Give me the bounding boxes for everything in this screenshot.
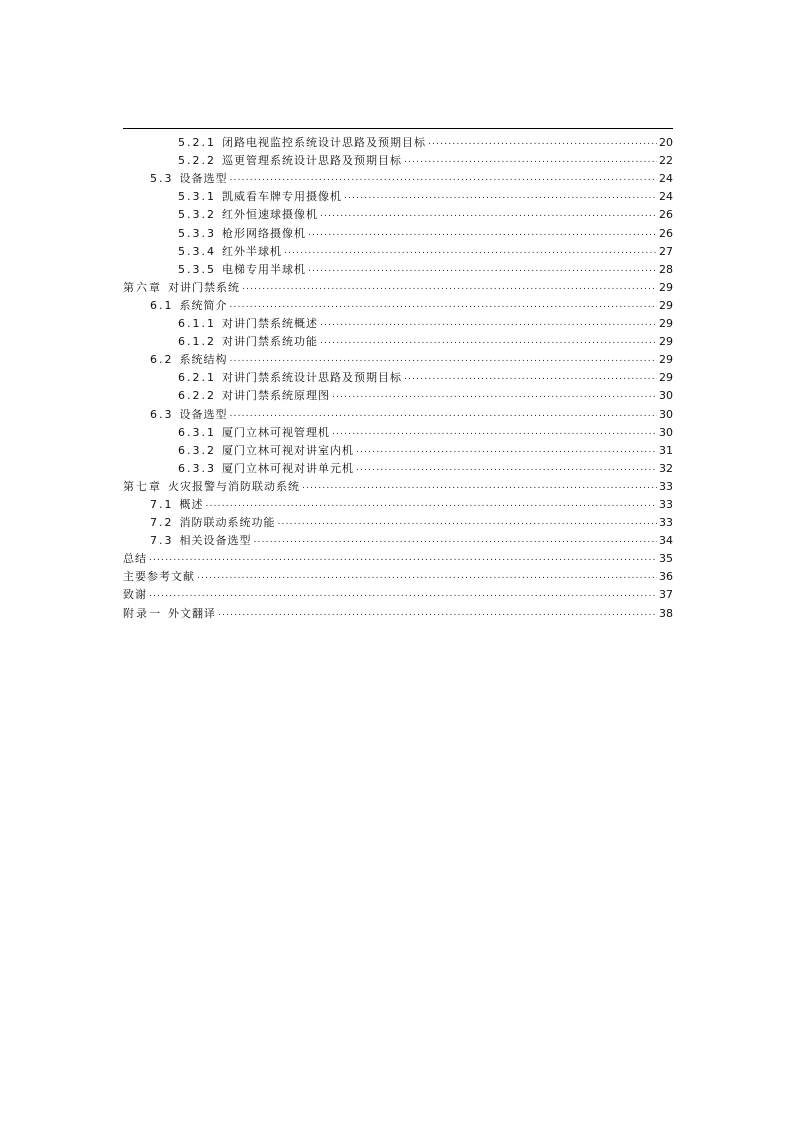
toc-entry-number: 6.2 bbox=[150, 353, 174, 367]
dot-leader bbox=[197, 570, 657, 583]
toc-entry-page: 29 bbox=[659, 353, 673, 367]
toc-entry-title: 巡更管理系统设计思路及预期目标 bbox=[222, 154, 402, 168]
toc-entry[interactable] bbox=[123, 203, 673, 221]
toc-entry-page: 24 bbox=[659, 190, 673, 204]
toc-entry-number: 6.3.3 bbox=[178, 461, 216, 475]
dot-leader bbox=[149, 552, 657, 565]
toc-entry-number: 6.3.2 bbox=[178, 443, 216, 457]
toc-entry-title: 厦门立林可视对讲室内机 bbox=[222, 443, 354, 457]
toc-entry-page: 30 bbox=[659, 389, 673, 403]
toc-entry[interactable] bbox=[123, 402, 673, 420]
dot-leader bbox=[332, 389, 657, 402]
toc-entry-title: 对讲门禁系统原理图 bbox=[222, 389, 330, 403]
toc-entry-page: 29 bbox=[659, 317, 673, 331]
toc-entry-page: 22 bbox=[659, 154, 673, 168]
toc-entry-title: 设备选型 bbox=[179, 172, 228, 186]
dot-leader bbox=[356, 462, 657, 475]
toc-entry-number: 6.1 bbox=[150, 298, 174, 312]
toc-entry[interactable] bbox=[123, 185, 673, 203]
toc-entry-number: 7.1 bbox=[150, 497, 174, 511]
dot-leader bbox=[242, 281, 657, 294]
toc-entry-number: 5.2.1 bbox=[178, 136, 216, 150]
dot-leader bbox=[308, 227, 657, 240]
toc-entry-number: 6.1.2 bbox=[178, 335, 216, 349]
dot-leader bbox=[230, 353, 658, 366]
toc-entry[interactable] bbox=[123, 276, 673, 294]
toc-entry-page: 29 bbox=[659, 280, 673, 294]
toc-entry-title: 对讲门禁系统 bbox=[168, 280, 240, 294]
toc-entry-page: 29 bbox=[659, 335, 673, 349]
dot-leader bbox=[356, 444, 657, 457]
toc-entry-title: 致谢 bbox=[123, 588, 147, 602]
toc-entry-page: 26 bbox=[659, 208, 673, 222]
dot-leader bbox=[230, 408, 658, 421]
toc-entry[interactable] bbox=[123, 240, 673, 258]
toc-entry[interactable] bbox=[123, 529, 673, 547]
toc-entry[interactable] bbox=[123, 167, 673, 185]
toc-entry[interactable] bbox=[123, 221, 673, 239]
toc-entry[interactable] bbox=[123, 475, 673, 493]
toc-entry-number: 5.3.1 bbox=[178, 190, 216, 204]
toc-entry-number: 5.3.5 bbox=[178, 262, 216, 276]
toc-entry[interactable] bbox=[123, 384, 673, 402]
toc-entry-page: 33 bbox=[659, 516, 673, 530]
dot-leader bbox=[230, 299, 658, 312]
toc-entry-title: 总结 bbox=[123, 552, 147, 566]
toc-entry-title: 对讲门禁系统功能 bbox=[222, 335, 318, 349]
toc-entry[interactable] bbox=[123, 149, 673, 167]
dot-leader bbox=[230, 172, 658, 185]
toc-entry-page: 30 bbox=[659, 425, 673, 439]
toc-entry[interactable] bbox=[123, 439, 673, 457]
dot-leader bbox=[218, 607, 657, 620]
toc-entry-number: 6.3 bbox=[150, 407, 174, 421]
toc-entry-title: 相关设备选型 bbox=[179, 534, 252, 548]
toc-entry[interactable] bbox=[123, 457, 673, 475]
toc-entry-title: 对讲门禁系统设计思路及预期目标 bbox=[222, 371, 402, 385]
toc-entry-title: 系统简介 bbox=[179, 298, 228, 312]
toc-entry-page: 32 bbox=[659, 461, 673, 475]
dot-leader bbox=[428, 136, 657, 149]
toc-entry-page: 33 bbox=[659, 479, 673, 493]
toc-entry[interactable] bbox=[123, 421, 673, 439]
toc-entry-number: 5.3.3 bbox=[178, 226, 216, 240]
toc-entry-title: 外文翻译 bbox=[168, 606, 216, 620]
dot-leader bbox=[302, 480, 657, 493]
toc-entry-page: 29 bbox=[659, 371, 673, 385]
toc-entry-title: 厦门立林可视管理机 bbox=[222, 425, 330, 439]
toc-entry-title: 火灾报警与消防联动系统 bbox=[168, 479, 300, 493]
toc-entry-title: 电梯专用半球机 bbox=[222, 262, 306, 276]
dot-leader bbox=[206, 498, 658, 511]
toc-entry-number: 5.2.2 bbox=[178, 154, 216, 168]
dot-leader bbox=[344, 190, 657, 203]
toc-entry-number: 6.1.1 bbox=[178, 317, 216, 331]
toc-entry[interactable] bbox=[123, 583, 673, 601]
toc-entry-number: 5.3.4 bbox=[178, 244, 216, 258]
dot-leader bbox=[149, 588, 657, 601]
toc-entry[interactable] bbox=[123, 131, 673, 149]
toc-entry[interactable] bbox=[123, 330, 673, 348]
toc-entry-number: 5.3 bbox=[150, 172, 174, 186]
toc-entry-title: 系统结构 bbox=[179, 353, 228, 367]
toc-entry-page: 24 bbox=[659, 172, 673, 186]
toc-entry[interactable] bbox=[123, 258, 673, 276]
dot-leader bbox=[320, 317, 657, 330]
dot-leader bbox=[332, 426, 657, 439]
dot-leader bbox=[404, 154, 657, 167]
toc-entry-page: 37 bbox=[659, 588, 673, 602]
dot-leader bbox=[320, 208, 657, 221]
toc-entry-number: 第六章 bbox=[123, 280, 162, 294]
toc-entry-title: 凯威看车牌专用摄像机 bbox=[222, 190, 342, 204]
toc-entry[interactable] bbox=[123, 547, 673, 565]
toc-entry[interactable] bbox=[123, 493, 673, 511]
toc-entry[interactable] bbox=[123, 366, 673, 384]
toc-entry-page: 34 bbox=[659, 534, 673, 548]
toc-entry-title: 消防联动系统功能 bbox=[179, 516, 276, 530]
dot-leader bbox=[278, 516, 658, 529]
toc-entry[interactable] bbox=[123, 601, 673, 619]
toc-entry-number: 7.3 bbox=[150, 534, 174, 548]
toc-entry-title: 红外恒速球摄像机 bbox=[222, 208, 318, 222]
toc-entry-number: 6.2.1 bbox=[178, 371, 216, 385]
toc-entry-title: 厦门立林可视对讲单元机 bbox=[222, 461, 354, 475]
toc-entry-page: 31 bbox=[659, 443, 673, 457]
toc-entry-title: 设备选型 bbox=[179, 407, 228, 421]
dot-leader bbox=[254, 534, 658, 547]
toc-entry-title: 枪形网络摄像机 bbox=[222, 226, 306, 240]
header-rule bbox=[123, 128, 673, 129]
dot-leader bbox=[320, 335, 657, 348]
toc-entry-number: 6.2.2 bbox=[178, 389, 216, 403]
toc-entry-number: 7.2 bbox=[150, 516, 174, 530]
dot-leader bbox=[284, 245, 657, 258]
toc-entry-title: 闭路电视监控系统设计思路及预期目标 bbox=[222, 136, 426, 150]
toc-entry-page: 26 bbox=[659, 226, 673, 240]
dot-leader bbox=[404, 371, 657, 384]
dot-leader bbox=[308, 263, 657, 276]
toc-entry-page: 28 bbox=[659, 262, 673, 276]
toc-entry[interactable] bbox=[123, 312, 673, 330]
toc-entry[interactable] bbox=[123, 565, 673, 583]
table-of-contents bbox=[123, 131, 673, 620]
toc-entry-page: 36 bbox=[659, 570, 673, 584]
toc-entry-title: 对讲门禁系统概述 bbox=[222, 317, 318, 331]
toc-entry-title: 红外半球机 bbox=[222, 244, 282, 258]
toc-entry-page: 27 bbox=[659, 244, 673, 258]
toc-entry[interactable] bbox=[123, 294, 673, 312]
toc-entry-page: 35 bbox=[659, 552, 673, 566]
toc-entry-page: 20 bbox=[659, 136, 673, 150]
toc-entry-number: 附录一 bbox=[123, 606, 162, 620]
toc-entry-title: 主要参考文献 bbox=[123, 570, 195, 584]
toc-entry-page: 29 bbox=[659, 298, 673, 312]
toc-entry-number: 6.3.1 bbox=[178, 425, 216, 439]
toc-entry-page: 33 bbox=[659, 497, 673, 511]
toc-entry-title: 概述 bbox=[179, 497, 204, 511]
toc-entry-number: 5.3.2 bbox=[178, 208, 216, 222]
toc-entry[interactable] bbox=[123, 348, 673, 366]
toc-entry-page: 38 bbox=[659, 606, 673, 620]
toc-entry[interactable] bbox=[123, 511, 673, 529]
toc-entry-number: 第七章 bbox=[123, 479, 162, 493]
toc-entry-page: 30 bbox=[659, 407, 673, 421]
